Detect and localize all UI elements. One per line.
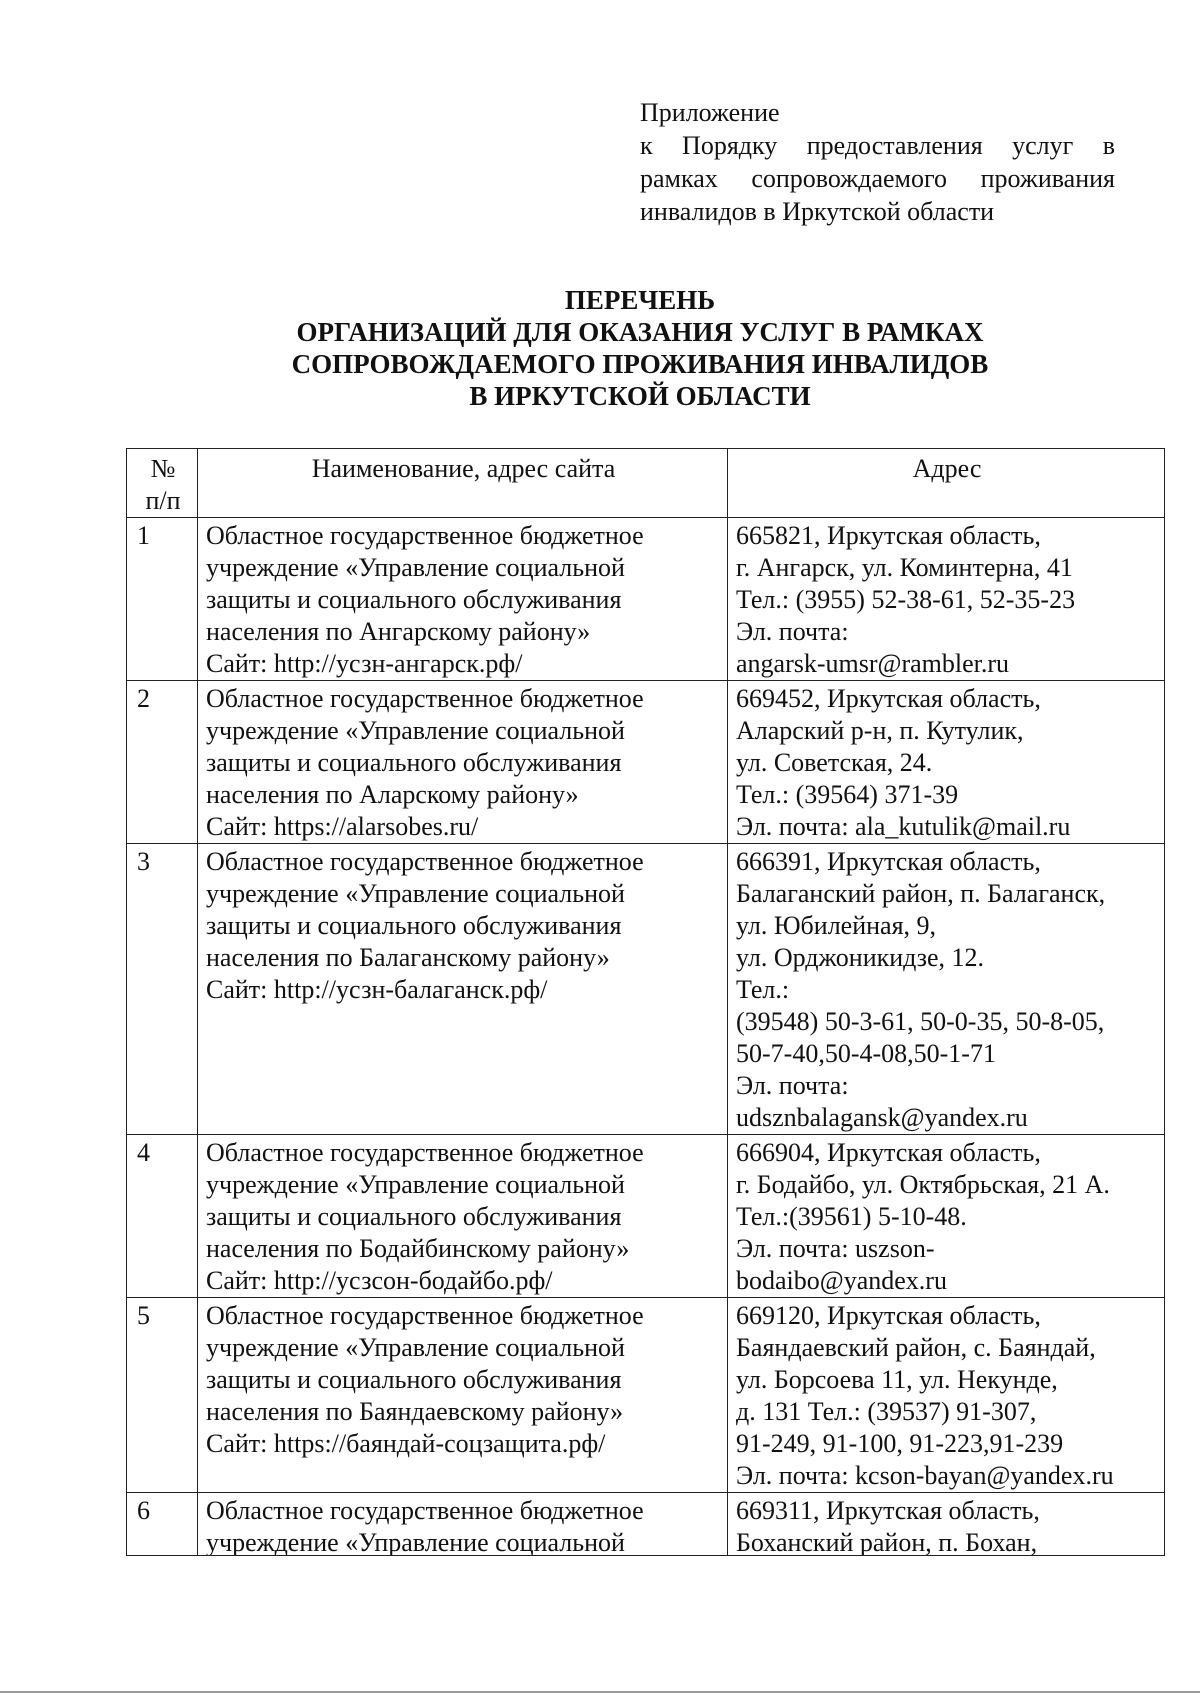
organization-address-line: Аларский р-н, п. Кутулик, (736, 716, 1024, 745)
table-row (127, 1298, 1165, 1493)
appendix-note (640, 96, 1115, 228)
organization-address-line: 666904, Иркутская область, (736, 1138, 1041, 1167)
organization-name-line: защиты и социального обслуживания (206, 748, 622, 777)
appendix-line: к Порядку предоставления услуг в (640, 131, 1115, 160)
organization-name-line: Областное государственное бюджетное (206, 1496, 644, 1525)
organization-address-line: Тел.: (3955) 52-38-61, 52-35-23 (736, 585, 1076, 614)
organization-name-line: Сайт: https://alarsobes.ru/ (206, 812, 479, 841)
organization-name-line: населения по Ангарскому району» (206, 617, 591, 646)
document-title (120, 284, 1160, 412)
organization-address-cell (728, 1493, 1165, 1556)
organization-name-line: защиты и социального обслуживания (206, 911, 622, 940)
organization-name-cell (198, 681, 728, 844)
organization-address-cell (728, 1298, 1165, 1493)
scan-edge-divider (0, 1691, 1200, 1693)
organization-address-line: 91-249, 91-100, 91-223,91-239 (736, 1429, 1064, 1458)
organization-name-line: Областное государственное бюджетное (206, 1301, 644, 1330)
organization-name-line: учреждение «Управление социальной (206, 1528, 625, 1555)
organization-name-line: учреждение «Управление социальной (206, 1333, 625, 1362)
organization-address-line: 669311, Иркутская область, (736, 1496, 1040, 1525)
organization-address-line: 669452, Иркутская область, (736, 684, 1041, 713)
organization-address-line: 665821, Иркутская область, (736, 521, 1041, 550)
title-line: ПЕРЕЧЕНЬ (564, 285, 716, 315)
organization-address-line: 669120, Иркутская область, (736, 1301, 1041, 1330)
organization-name-line: населения по Бодайбинскому району» (206, 1234, 630, 1263)
header-address: Адрес (728, 449, 1165, 518)
organization-address-line: ул. Орджоникидзе, 12. (736, 943, 985, 972)
organization-address-line: Эл. почта: uszson- (736, 1234, 935, 1263)
organization-address-line: Эл. почта: kcson-bayan@yandex.ru (736, 1461, 1114, 1490)
title-line: СОПРОВОЖДАЕМОГО ПРОЖИВАНИЯ ИНВАЛИДОВ (291, 349, 989, 379)
organization-address-line: Эл. почта: (736, 1071, 849, 1100)
organization-address-line: Баяндаевский район, с. Баяндай, (736, 1333, 1096, 1362)
organization-address-line: 50-7-40,50-4-08,50-1-71 (736, 1039, 996, 1068)
organization-address-cell (728, 681, 1165, 844)
organization-name-line: населения по Балаганскому району» (206, 943, 610, 972)
organization-name-line: Сайт: http://усзн-ангарск.рф/ (206, 649, 523, 678)
table-row (127, 518, 1165, 681)
row-number: 6 (127, 1493, 198, 1556)
title-line: В ИРКУТСКОЙ ОБЛАСТИ (469, 381, 811, 411)
table-row (127, 1493, 1165, 1556)
organization-name-line: учреждение «Управление социальной (206, 879, 625, 908)
organization-name-line: Областное государственное бюджетное (206, 521, 644, 550)
organization-address-line: д. 131 Тел.: (39537) 91-307, (736, 1397, 1037, 1426)
appendix-line: Приложение (640, 98, 780, 127)
organization-name-cell (198, 1298, 728, 1493)
organization-name-line: Сайт: http://усзсон-бодайбо.рф/ (206, 1266, 553, 1295)
organization-address-line: 666391, Иркутская область, (736, 847, 1041, 876)
table-row (127, 844, 1165, 1135)
organization-address-line: ул. Советская, 24. (736, 748, 933, 777)
table-body (127, 518, 1165, 1556)
organization-name-cell (198, 1493, 728, 1556)
appendix-line: инвалидов в Иркутской области (640, 197, 995, 226)
table-header-row (127, 449, 1165, 518)
organization-address-line: Тел.: (39564) 371-39 (736, 780, 959, 809)
row-number: 3 (127, 844, 198, 1135)
organization-name-line: учреждение «Управление социальной (206, 553, 625, 582)
organization-name-line: Сайт: https://баяндай-соцзащита.рф/ (206, 1429, 606, 1458)
organization-address-line: udsznbalagansk@yandex.ru (736, 1103, 1028, 1132)
organization-address-line: Боханский район, п. Бохан, (736, 1528, 1038, 1555)
row-number: 4 (127, 1135, 198, 1298)
organization-address-line: Эл. почта: (736, 617, 849, 646)
table-row (127, 681, 1165, 844)
organization-name-line: учреждение «Управление социальной (206, 716, 625, 745)
organization-name-cell (198, 844, 728, 1135)
organization-address-line: Тел.: (736, 975, 790, 1004)
header-name: Наименование, адрес сайта (198, 449, 728, 518)
organization-name-line: защиты и социального обслуживания (206, 1365, 622, 1394)
row-number: 1 (127, 518, 198, 681)
table-row (127, 1135, 1165, 1298)
organization-address-line: Балаганский район, п. Балаганск, (736, 879, 1106, 908)
organization-name-line: Областное государственное бюджетное (206, 847, 644, 876)
title-line: ОРГАНИЗАЦИЙ ДЛЯ ОКАЗАНИЯ УСЛУГ В РАМКАХ (296, 317, 984, 347)
organization-name-cell (198, 518, 728, 681)
organization-address-cell (728, 844, 1165, 1135)
organization-address-cell (728, 1135, 1165, 1298)
organizations-table (126, 448, 1165, 1556)
organization-address-line: Эл. почта: ala_kutulik@mail.ru (736, 812, 1071, 841)
organization-name-line: защиты и социального обслуживания (206, 1202, 622, 1231)
organization-name-line: защиты и социального обслуживания (206, 585, 622, 614)
appendix-line: рамках сопровождаемого проживания (640, 164, 1115, 193)
organization-address-line: Тел.:(39561) 5-10-48. (736, 1202, 967, 1231)
organization-address-line: ул. Юбилейная, 9, (736, 911, 937, 940)
row-number: 5 (127, 1298, 198, 1493)
organization-name-line: населения по Аларскому району» (206, 780, 579, 809)
organization-name-line: Сайт: http://усзн-балаганск.рф/ (206, 975, 548, 1004)
header-number: № п/п (127, 449, 198, 518)
organization-address-line: bodaibo@yandex.ru (736, 1266, 947, 1295)
organization-name-line: населения по Баяндаевскому району» (206, 1397, 624, 1426)
organization-name-cell (198, 1135, 728, 1298)
row-number: 2 (127, 681, 198, 844)
organization-address-line: ул. Борсоева 11, ул. Некунде, (736, 1365, 1058, 1394)
organization-name-line: Областное государственное бюджетное (206, 684, 644, 713)
organization-address-cell (728, 518, 1165, 681)
organization-address-line: г. Ангарск, ул. Коминтерна, 41 (736, 553, 1073, 582)
organization-name-line: учреждение «Управление социальной (206, 1170, 625, 1199)
organization-address-line: (39548) 50-3-61, 50-0-35, 50-8-05, (736, 1007, 1105, 1036)
organization-name-line: Областное государственное бюджетное (206, 1138, 644, 1167)
organization-address-line: angarsk-umsr@rambler.ru (736, 649, 1010, 678)
organization-address-line: г. Бодайбо, ул. Октябрьская, 21 А. (736, 1170, 1110, 1199)
